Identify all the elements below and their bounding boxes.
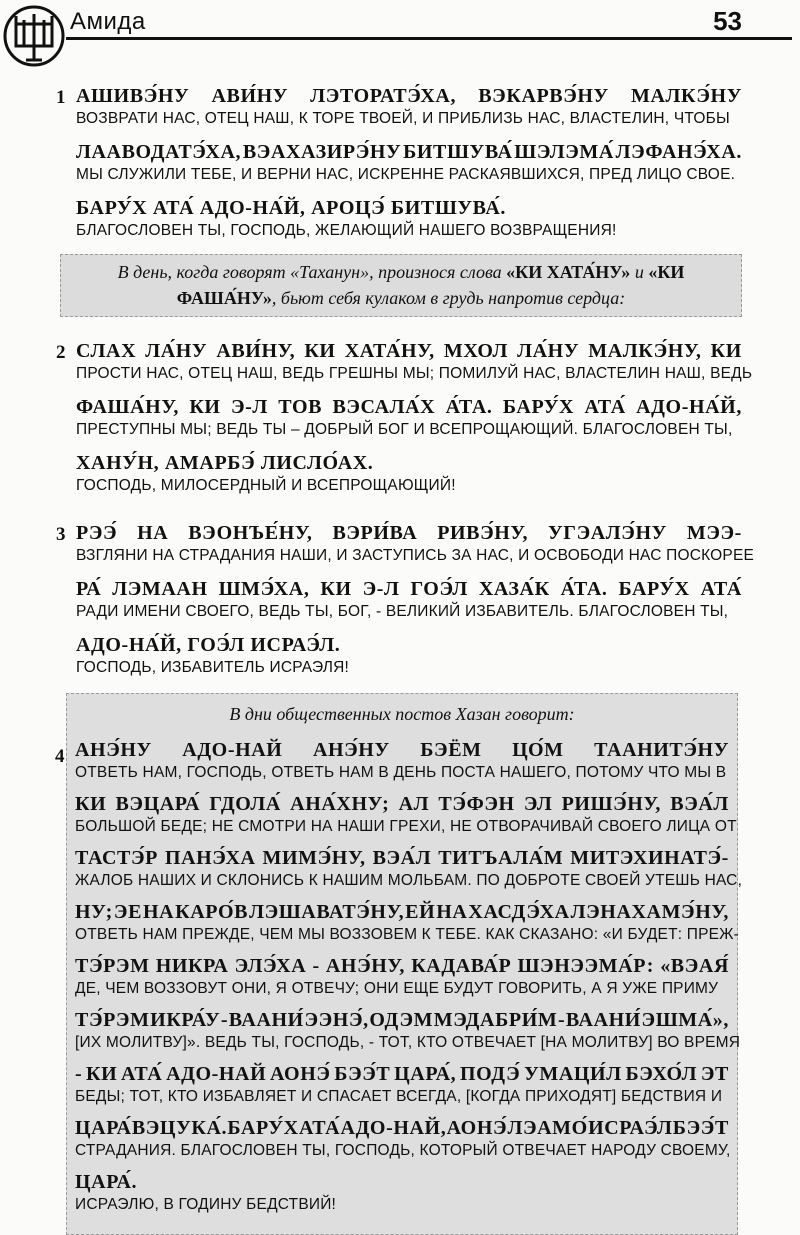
transliteration-word: АНЭ́НУ, (325, 955, 406, 977)
transliteration-word: КАДАВА́Р (411, 955, 512, 977)
transliteration-word: АЛ (398, 793, 430, 815)
section-title: Амида (70, 8, 146, 35)
translation-line: СТРАДАНИЯ. БЛАГОСЛОВЕН ТЫ, ГОСПОДЬ, КОТОРЫЙ ОТВЕЧАЕТ НАРОДУ СВОЕМУ, (75, 1142, 731, 1159)
transliteration-word: ЕЙ (405, 901, 436, 923)
transliteration-word: ТЭ́РЭМ (75, 1009, 150, 1031)
header-divider (66, 37, 792, 40)
transliteration-word: ВЭЦАРА́ (115, 793, 201, 815)
transliteration-word: ЦАРА́. (75, 1171, 138, 1193)
transliteration-word: ЛЭНАХАМЭ́НУ, (570, 901, 729, 923)
transliteration-word: БАРУ́Х (618, 578, 690, 600)
transliteration-line (75, 1062, 729, 1087)
transliteration-line (75, 900, 729, 925)
instruction-text: В день, когда говорят «Таханун», произнося слова (117, 262, 507, 282)
transliteration-word: ВЭА́Л (670, 793, 729, 815)
translation-line: [ИХ МОЛИТВУ]». ВЕДЬ ТЫ, ГОСПОДЬ, - ТОТ, КТО ОТВЕЧАЕТ [НА МОЛИТВУ] ВО ВРЕМЯ (75, 1034, 741, 1051)
tachanun-instruction-note (60, 254, 742, 317)
transliteration-word: БАРУ́Х (227, 1117, 299, 1139)
prayer-line-pair (76, 196, 742, 240)
transliteration-word: Э-Л (230, 396, 268, 418)
transliteration-word: ХАТА́НУ, (344, 340, 435, 362)
transliteration-word: ТАСТЭ́Р (75, 847, 158, 869)
transliteration-word: ИСРАЭ́Л (588, 1117, 673, 1139)
transliteration-word: ВЭАХАЗИРЭ́НУ (242, 141, 402, 163)
transliteration-word: УГЭАЛЭ́НУ (548, 522, 667, 544)
blessing-section (56, 339, 753, 495)
translation-line: ИСРАЭЛЮ, В ГОДИНУ БЕДСТВИЙ! (75, 1196, 337, 1213)
transliteration-line (75, 1170, 729, 1195)
transliteration-word: ЛЭМААН (112, 578, 208, 600)
transliteration-word: МХОЛ (443, 340, 509, 362)
transliteration-line (76, 196, 742, 221)
transliteration-word: ЦАРА́ (75, 1117, 132, 1139)
transliteration-word: ЛЭАМО́ (507, 1117, 588, 1139)
transliteration-word: ПАНЭ́ХА (164, 847, 256, 869)
instruction-text: , бьют себя кулаком в грудь напротив сердца: (271, 288, 626, 308)
prayer-line-pair (76, 451, 742, 495)
transliteration-word: АВИ́НУ, (216, 340, 296, 362)
transliteration-word: АДО-НА́Й, (636, 396, 742, 418)
transliteration-line (76, 140, 742, 165)
transliteration-word: ЛА́НУ (145, 340, 208, 362)
prayer-line-pair (76, 577, 742, 621)
transliteration-word: АОНЭ́ (270, 1063, 331, 1085)
transliteration-word: А́ТА. (560, 578, 608, 600)
prayer-line-pair (75, 738, 729, 782)
transliteration-word: ЭШМА́», (641, 1009, 729, 1031)
transliteration-word: РЭЭ́ (76, 522, 118, 544)
blessing-section (56, 521, 755, 677)
transliteration-word: АВИ́НУ (211, 85, 289, 107)
translation-line: ОТВЕТЬ НАМ ПРЕЖДЕ, ЧЕМ МЫ ВОЗЗОВЕМ К ТЕБЕ. КАК СКАЗАНО: «И БУДЕТ: ПРЕЖ- (75, 926, 740, 943)
transliteration-word: АТА́ (584, 396, 626, 418)
transliteration-word: Э-Л (362, 578, 400, 600)
highlighted-phrase: «КИ ФАША́НУ» (176, 262, 685, 308)
transliteration-word: КИ (304, 340, 336, 362)
transliteration-word: БАРУ́Х АТА́ АДО-НА́Й, АРОЦЭ́ БИТШУВА́. (76, 197, 506, 219)
transliteration-word: ТААНИТЭ́НУ (594, 739, 729, 761)
transliteration-word: - (220, 1009, 229, 1031)
transliteration-word: ФАША́НУ, (76, 396, 179, 418)
transliteration-word: ТЭ́РЭМ (75, 955, 150, 977)
blessing-number: 3 (56, 524, 66, 545)
translation-line: ГОСПОДЬ, ИЗБАВИТЕЛЬ ИСРАЭЛЯ! (76, 659, 350, 676)
transliteration-word: НИКРА (155, 955, 229, 977)
transliteration-word: ЭЛЭ́ХА (234, 955, 307, 977)
transliteration-word: АОНЭ́ (446, 1117, 508, 1139)
translation-line: ПРЕСТУПНЫ МЫ; ВЕДЬ ТЫ – ДОБРЫЙ БОГ И ВСЕПРОЩАЮЩИЙ. БЛАГОСЛОВЕН ТЫ, (76, 421, 733, 438)
transliteration-word: БЭЭ́Т (672, 1117, 729, 1139)
prayer-line-pair (76, 140, 742, 184)
blessing-number: 2 (56, 342, 66, 363)
transliteration-word: БЭЁМ (420, 739, 482, 761)
transliteration-word: ЭЭНЭ́, (304, 1009, 369, 1031)
transliteration-word: МИМЭ́НУ, (262, 847, 366, 869)
prayer-line-pair (75, 1116, 729, 1160)
transliteration-word: ТИТЪАЛА́М (438, 847, 564, 869)
transliteration-word: БЭХО́Л (625, 1063, 698, 1085)
transliteration-word: КИ (189, 396, 221, 418)
transliteration-word: КИ (75, 793, 107, 815)
transliteration-line (76, 339, 742, 364)
transliteration-word: АШИВЭ́НУ (76, 85, 190, 107)
transliteration-word: КИ (710, 340, 742, 362)
transliteration-line (75, 1008, 729, 1033)
prayer-line-pair (75, 792, 737, 836)
transliteration-line (76, 395, 742, 420)
transliteration-word: АТА́ (121, 1063, 163, 1085)
transliteration-word: НУ; (75, 901, 113, 923)
transliteration-word: ЛЭФАНЭ́ХА. (615, 141, 742, 163)
transliteration-word: БЭЭ́Т (334, 1063, 391, 1085)
transliteration-word: ВЭРИ́ВА (332, 522, 418, 544)
transliteration-word: МИТЭХИНАТЭ́- (570, 847, 729, 869)
prayer-line-pair (75, 1008, 741, 1052)
transliteration-word: АТА́ (700, 578, 742, 600)
transliteration-word: КИ (86, 1063, 118, 1085)
transliteration-word: ШЭНЭЭМА́Р: (517, 955, 655, 977)
transliteration-word: ТЭ́ФЭН (438, 793, 515, 815)
prayer-line-pair (76, 633, 742, 677)
transliteration-line (76, 521, 742, 546)
transliteration-word: ЦАРА́, (394, 1063, 457, 1085)
menorah-emblem-icon (2, 2, 66, 68)
transliteration-word: ВЭОНЪЕ́НУ, (188, 522, 313, 544)
transliteration-word: ИКРА́У (150, 1009, 221, 1031)
transliteration-line (75, 1116, 729, 1141)
transliteration-word: ЭЛ (523, 793, 553, 815)
transliteration-word: МАЛКЭ́НУ, (588, 340, 702, 362)
transliteration-word: МЭДАБРИ́М (433, 1009, 558, 1031)
transliteration-word: ВЭКАРВЭ́НУ (478, 85, 609, 107)
translation-line: РАДИ ИМЕНИ СВОЕГО, ВЕДЬ ТЫ, БОГ, - ВЕЛИКИЙ ИЗБАВИТЕЛЬ. БЛАГОСЛОВЕН ТЫ, (76, 603, 729, 620)
transliteration-line (76, 633, 742, 658)
transliteration-word: ВЭА́Л (372, 847, 432, 869)
transliteration-word: КИ (320, 578, 352, 600)
translation-line: ВЗГЛЯНИ НА СТРАДАНИЯ НАШИ, И ЗАСТУПИСЬ ЗА НАС, И ОСВОБОДИ НАС ПОСКОРЕЕ (76, 547, 755, 564)
transliteration-word: А́ТА. (445, 396, 493, 418)
translation-line: МЫ СЛУЖИЛИ ТЕБЕ, И ВЕРНИ НАС, ИСКРЕННЕ РАСКАЯВШИХСЯ, ПРЕД ЛИЦО СВОЕ. (76, 166, 736, 183)
transliteration-line (75, 792, 729, 817)
transliteration-word: ЭЕ (113, 901, 143, 923)
transliteration-word: КАРО́В (175, 901, 249, 923)
transliteration-word: ЛААВОДАТЭ́ХА, (76, 141, 242, 163)
prayer-line-pair (76, 521, 755, 565)
blessing-number: 1 (56, 87, 66, 108)
transliteration-word: ШМЭ́ХА, (218, 578, 310, 600)
transliteration-word: ГОЭ́Л (410, 578, 468, 600)
instruction-text: и (630, 262, 649, 282)
transliteration-word: АДО-НАЙ (166, 1063, 267, 1085)
transliteration-word: ЦО́М (512, 739, 564, 761)
prayer-line-pair (75, 900, 740, 944)
prayer-line-pair (76, 395, 742, 439)
blessing-section (56, 84, 742, 240)
transliteration-line (76, 451, 742, 476)
transliteration-word: - (312, 955, 320, 977)
transliteration-word: - (75, 1063, 83, 1085)
transliteration-word: ЛЭШАВАТЭ́НУ, (249, 901, 405, 923)
blessing-number: 4 (55, 746, 65, 767)
transliteration-word: АТА́ (298, 1117, 341, 1139)
translation-line: ЖАЛОБ НАШИХ И СКЛОНИСЬ К НАШИМ МОЛЬБАМ. ПО ДОБРОТЕ СВОЕЙ УТЕШЬ НАС, (75, 872, 743, 889)
translation-line: ПРОСТИ НАС, ОТЕЦ НАШ, ВЕДЬ ГРЕШНЫ МЫ; ПОМИЛУЙ НАС, ВЛАСТЕЛИН НАШ, ВЕДЬ (76, 365, 753, 382)
prayer-line-pair (75, 1062, 729, 1106)
transliteration-word: ВААНИ́ (228, 1009, 304, 1031)
transliteration-word: ПОДЭ́ (459, 1063, 521, 1085)
transliteration-word: НА (436, 901, 468, 923)
transliteration-word: МАЛКЭ́НУ (631, 85, 742, 107)
page-header (0, 0, 800, 72)
transliteration-word: ВААНИ́ (565, 1009, 641, 1031)
transliteration-word: МЭЭ- (686, 522, 742, 544)
transliteration-word: ВЭСАЛА́Х (332, 396, 436, 418)
transliteration-line (76, 84, 742, 109)
transliteration-word: ЛЭТОРАТЭ́ХА, (310, 85, 457, 107)
transliteration-word: РИВЭ́НУ, (437, 522, 529, 544)
transliteration-word: УМАЦИ́Л (524, 1063, 622, 1085)
transliteration-word: ОД (369, 1009, 399, 1031)
transliteration-word: - (557, 1009, 566, 1031)
transliteration-word: ВЭЦУКА́. (131, 1117, 228, 1139)
prayer-line-pair (76, 84, 742, 128)
translation-line: ВОЗВРАТИ НАС, ОТЕЦ НАШ, К ТОРЕ ТВОЕЙ, И ПРИБЛИЗЬ НАС, ВЛАСТЕЛИН, ЧТОБЫ (76, 110, 730, 127)
transliteration-line (75, 846, 729, 871)
transliteration-word: ХАСДЭ́ХА (468, 901, 570, 923)
translation-line: БОЛЬШОЙ БЕДЕ; НЕ СМОТРИ НА НАШИ ГРЕХИ, НЕ ОТВОРАЧИВАЙ СВОЕГО ЛИЦА ОТ (75, 818, 737, 835)
transliteration-word: АДО-НАЙ (182, 739, 283, 761)
page-number: 53 (713, 6, 742, 36)
transliteration-word: ГДОЛА́ (209, 793, 281, 815)
prayer-content (55, 84, 755, 1235)
transliteration-word: ЛА́НУ (517, 340, 580, 362)
transliteration-line (75, 738, 729, 763)
highlighted-phrase: «КИ ХАТА́НУ» (506, 262, 631, 282)
transliteration-word: РА́ (76, 578, 102, 600)
transliteration-word: РИШЭ́НУ, (561, 793, 662, 815)
transliteration-word: БИТШУВА́ (403, 141, 513, 163)
prayer-line-pair (76, 339, 753, 383)
translation-line: БЕДЫ; ТОТ, КТО ИЗБАВЛЯЕТ И СПАСАЕТ ВСЕГДА, [КОГДА ПРИХОДЯТ] БЕДСТВИЯ И (75, 1088, 723, 1105)
transliteration-word: ШЭЛЭМА́ (514, 141, 614, 163)
prayer-line-pair (75, 1170, 729, 1214)
translation-line: БЛАГОСЛОВЕН ТЫ, ГОСПОДЬ, ЖЕЛАЮЩИЙ НАШЕГО ВОЗВРАЩЕНИЯ! (76, 222, 617, 239)
transliteration-word: АНА́ХНУ; (290, 793, 390, 815)
transliteration-word: ХАНУ́Н, АМАРБЭ́ ЛИСЛО́АХ. (76, 452, 374, 474)
transliteration-word: ТОВ (278, 396, 323, 418)
transliteration-word: АДО-НА́Й, ГОЭ́Л ИСРАЭ́Л. (76, 634, 341, 656)
transliteration-word: АНЭ́НУ (75, 739, 152, 761)
translation-line: ДЕ, ЧЕМ ВОЗЗОВУТ ОНИ, Я ОТВЕЧУ; ОНИ ЕЩЕ БУДУТ ГОВОРИТЬ, А Я УЖЕ ПРИМУ (75, 980, 719, 997)
translation-line: ОТВЕТЬ НАМ, ГОСПОДЬ, ОТВЕТЬ НАМ В ДЕНЬ ПОСТА НАШЕГО, ПОТОМУ ЧТО МЫ В (75, 764, 727, 781)
transliteration-line (75, 954, 729, 979)
transliteration-word: НА (137, 522, 169, 544)
transliteration-word: «ВЭАЯ́ (660, 955, 729, 977)
transliteration-word: ХАЗА́К (478, 578, 550, 600)
transliteration-word: АНЭ́НУ (312, 739, 390, 761)
transliteration-word: ЭМ (399, 1009, 434, 1031)
transliteration-word: ЭТ (700, 1063, 729, 1085)
block-instruction: В дни общественных постов Хазан говорит: (229, 704, 575, 724)
translation-line: ГОСПОДЬ, МИЛОСЕРДНЫЙ И ВСЕПРОЩАЮЩИЙ! (76, 477, 456, 494)
transliteration-word: БАРУ́Х (502, 396, 575, 418)
prayer-line-pair (75, 954, 729, 998)
transliteration-line (76, 577, 742, 602)
prayer-line-pair (75, 846, 743, 890)
fast-day-block (55, 693, 743, 1235)
transliteration-word: НА (142, 901, 175, 923)
transliteration-word: СЛАХ (76, 340, 137, 362)
transliteration-word: АДО-НАЙ, (340, 1117, 447, 1139)
